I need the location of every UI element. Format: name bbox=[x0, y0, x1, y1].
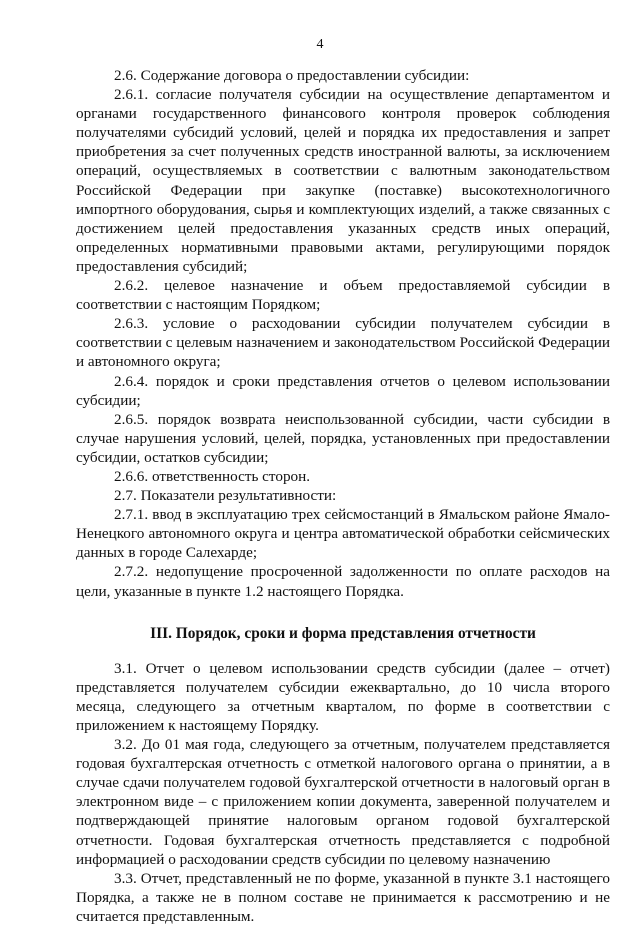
page-number: 4 bbox=[316, 37, 324, 52]
clause-2-7-2: 2.7.2. недопущение просроченной задолженности по оплате расходов на цели, указанные в пункте 1.2 настоящего Порядка. bbox=[76, 563, 610, 600]
clause-2-6-1: 2.6.1. согласие получателя субсидии на осуществление департаментом и органами государственного финансового контроля проверок соблюдения получателями субсидий условий, целей и порядка их предоставления и запрет приобретения за счет полученных средств иностранной валюты, за исключением операций, осуществляемых в соответствии с валютным законодательством Российской Федерации при закупке (поставке) высокотехнологичного импортного оборудования, сырья и комплектующих изделий, а также связанных с достижением целей предоставления указанных средств иных операций, определенных нормативными правовыми актами, регулирующими порядок предоставления субсидий; bbox=[76, 86, 610, 275]
clause-2-6-2: 2.6.2. целевое назначение и объем предоставляемой субсидии в соответствии с настоящим Порядком; bbox=[76, 277, 610, 314]
clause-3-3: 3.3. Отчет, представленный не по форме, указанной в пункте 3.1 настоящего Порядка, а также не в полном составе не принимается к рассмотрению и не считается представленным. bbox=[76, 869, 610, 925]
clause-2-6-6: 2.6.6. ответственность сторон. bbox=[114, 467, 311, 485]
clause-2-7: 2.7. Показатели результативности: bbox=[114, 487, 337, 505]
clause-2-7-1: 2.7.1. ввод в эксплуатацию трех сейсмостанций в Ямальском районе Ямало-Ненецкого автономного округа и центра автоматической обработки сейсмических данных в городе Салехарде; bbox=[76, 506, 610, 562]
clause-2-6-4: 2.6.4. порядок и сроки представления отчетов о целевом использовании субсидии; bbox=[76, 372, 610, 409]
clause-3-2: 3.2. До 01 мая года, следующего за отчетным, получателем представляется годовая бухгалтерская отчетность с отметкой налогового органа о принятии, а в случае сдачи получателем годовой бухгалтерской отчетности в налоговый орган в электронном виде – с приложением копии документа, заверенной получателем и подтверждающей принятие налоговым органом годовой бухгалтерской отчетности. Годовая бухгалтерская отчетность представляется с подробной информацией о расходовании средств субсидии по целевому назначению bbox=[76, 736, 610, 868]
section-heading: III. Порядок, сроки и форма представления отчетности bbox=[150, 624, 536, 642]
clause-2-6-5: 2.6.5. порядок возврата неиспользованной субсидии, части субсидии в случае нарушения условий, целей, порядка, установленных при предоставлении субсидии, остатков субсидии; bbox=[76, 410, 610, 466]
clause-2-6-3: 2.6.3. условие о расходовании субсидии получателем субсидии в соответствии с целевым назначением и законодательством Российской Федерации и автономного округа; bbox=[76, 315, 610, 371]
document-body bbox=[76, 66, 610, 926]
clause-3-1: 3.1. Отчет о целевом использовании средств субсидии (далее – отчет) представляется получателем субсидии ежеквартально, до 10 числа второго месяца, следующего за отчетным кварталом, по форме в соответствии с приложением к настоящему Порядку. bbox=[76, 659, 610, 734]
clause-2-6: 2.6. Содержание договора о предоставлении субсидии: bbox=[114, 67, 470, 84]
